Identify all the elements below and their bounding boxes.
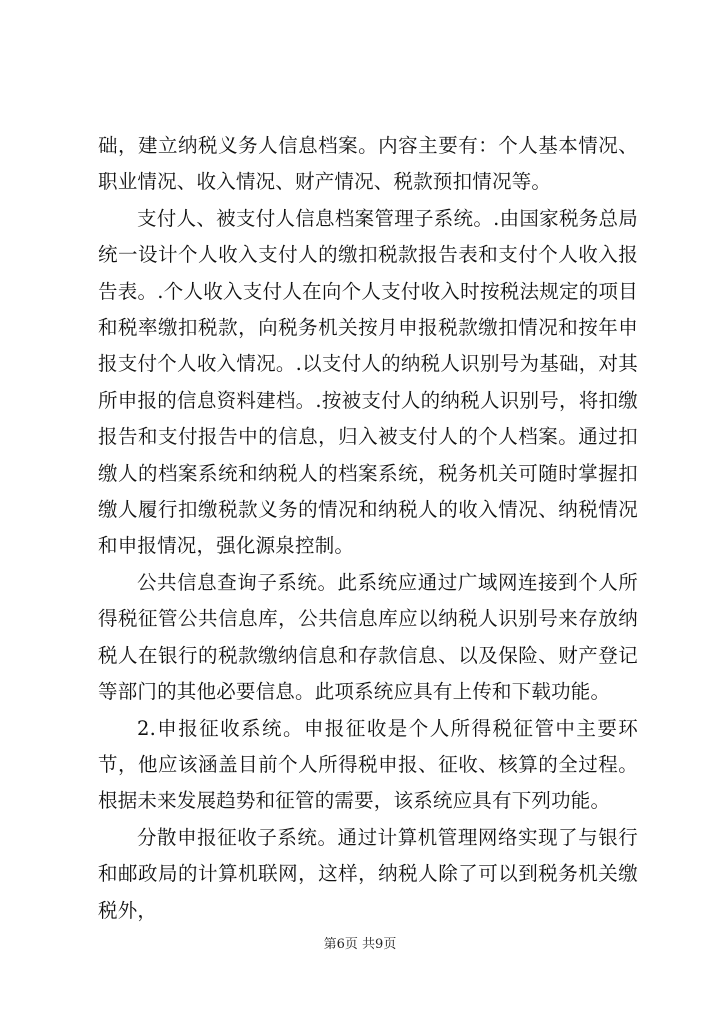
paragraph-distributed-declaration: 分散申报征收子系统。通过计算机管理网络实现了与银行和邮政局的计算机联网，这样，纳税人除了可以到税务机关缴税外， [98, 825, 638, 922]
paragraph-payer-archive: 支付人、被支付人信息档案管理子系统。.由国家税务总局统一设计个人收入支付人的缴扣税款报告表和支付个人收入报告表。.个人收入支付人在向个人支付收入时按税法规定的项目和税率缴扣税款，向税务机关按月申报税款缴扣情况和按年申报支付个人收入情况。.以支付人的纳税人识别号为基础，对其所申报的信息资料建档。.按被支付人的纳税人识别号，将扣缴报告和支付报告中的信息，归入被支付人的个人档案。通过扣缴人的档案系统和纳税人的档案系统，税务机关可随时掌握扣缴人履行扣缴税款义务的情况和纳税人的收入情况、纳税情况和申报情况，强化源泉控制。 [98, 206, 638, 558]
page-number-footer: 第6页 共9页 [323, 937, 397, 952]
paragraph-continuation: 础，建立纳税义务人信息档案。内容主要有：个人基本情况、职业情况、收入情况、财产情况、税款预扣情况等。 [98, 134, 638, 194]
paragraph-public-info-query: 公共信息查询子系统。此系统应通过广域网连接到个人所得税征管公共信息库，公共信息库应以纳税人识别号来存放纳税人在银行的税款缴纳信息和存款信息、以及保险、财产登记等部门的其他必要信息。此项系统应具有上传和下载功能。 [98, 570, 638, 704]
document-body [98, 128, 638, 929]
paragraph-declaration-system: 2.申报征收系统。申报征收是个人所得税征管中主要环节，他应该涵盖目前个人所得税申报、征收、核算的全过程。根据未来发展趋势和征管的需要，该系统应具有下列功能。 [98, 716, 638, 813]
